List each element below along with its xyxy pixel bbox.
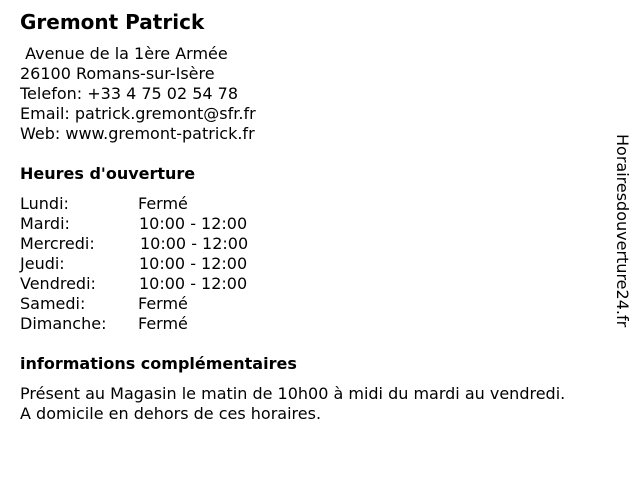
email-line: Email: patrick.gremont@sfr.fr	[20, 104, 256, 123]
day-label: Mercredi:	[20, 234, 95, 253]
side-brand-text: Horairesdouverture24.fr	[613, 134, 632, 328]
day-label: Jeudi:	[20, 254, 65, 273]
info-line-1: Présent au Magasin le matin de 10h00 à midi du mardi au vendredi.	[20, 384, 566, 403]
hours-value: 10:00 - 12:00	[140, 234, 249, 253]
day-label: Dimanche:	[20, 314, 107, 333]
web-line: Web: www.gremont-patrick.fr	[20, 124, 255, 143]
day-label: Vendredi:	[20, 274, 96, 293]
info-heading: informations complémentaires	[20, 354, 297, 373]
hours-value: 10:00 - 12:00	[139, 214, 248, 233]
phone-line: Telefon: +33 4 75 02 54 78	[20, 84, 239, 103]
hours-value: 10:00 - 12:00	[139, 254, 248, 273]
side-brand	[612, 134, 632, 372]
hours-value: Fermé	[138, 314, 188, 333]
address-line-2: 26100 Romans-sur-Isère	[20, 64, 215, 83]
day-label: Mardi:	[20, 214, 70, 233]
hours-heading: Heures d'ouverture	[20, 164, 196, 183]
hours-value: Fermé	[138, 194, 188, 213]
contact-block	[20, 44, 256, 144]
day-label: Samedi:	[20, 294, 86, 313]
hours-value: 10:00 - 12:00	[139, 274, 248, 293]
day-label: Lundi:	[20, 194, 69, 213]
info-text	[20, 384, 565, 424]
hours-value: Fermé	[138, 294, 188, 313]
info-line-2: A domicile en dehors de ces horaires.	[20, 404, 322, 423]
business-name: Gremont Patrick	[20, 10, 205, 34]
address-line-1: Avenue de la 1ère Armée	[20, 44, 228, 63]
